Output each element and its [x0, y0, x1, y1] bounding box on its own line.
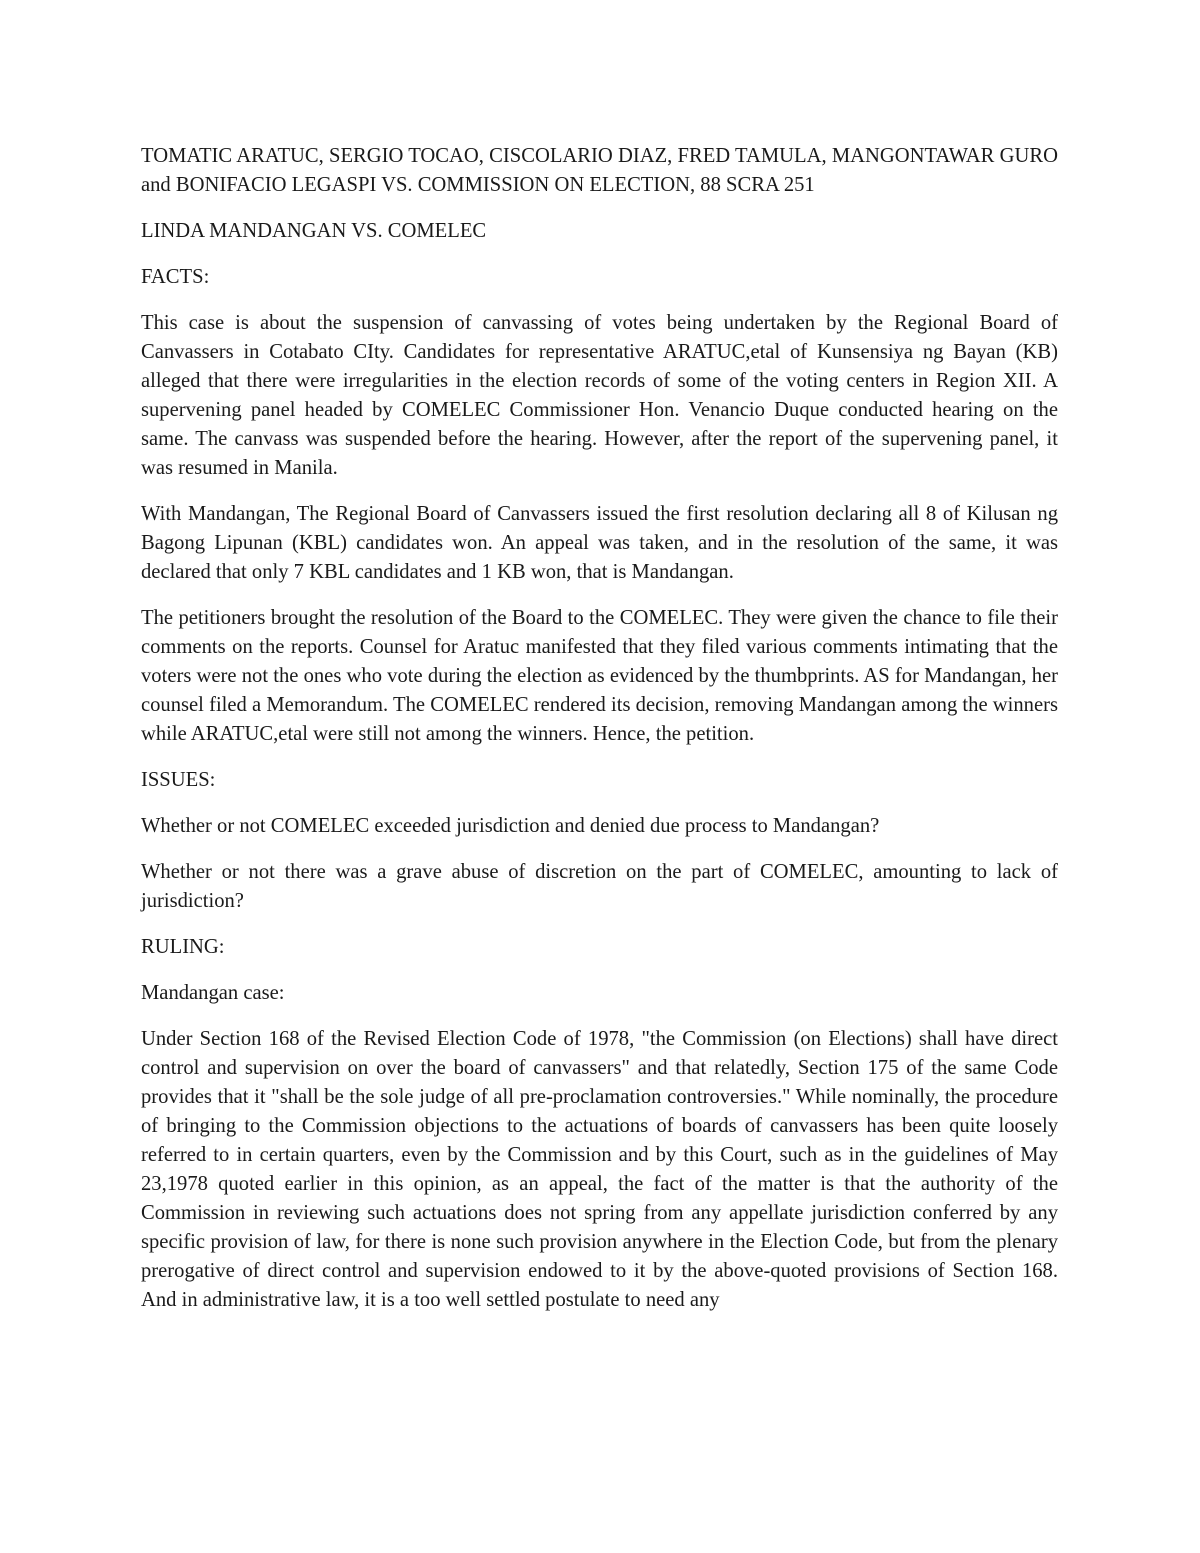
issue-1: Whether or not COMELEC exceeded jurisdiction and denied due process to Mandangan?: [141, 815, 880, 837]
facts-paragraph-1: This case is about the suspension of canvassing of votes being undertaken by the Regional Board of Canvassers in Cotabato CIty. Candidates for representative ARATUC,etal of Kunsensiya ng Bayan (KB) alleged that there were irregularities in the election records of some of the voting centers in Region XII. A supervening panel headed by COMELEC Commissioner Hon. Venancio Duque conducted hearing on the same. The canvass was suspended before the hearing. However, after the report of the supervening panel, it was resumed in Manila.: [141, 312, 1058, 479]
issue-2: Whether or not there was a grave abuse of discretion on the part of COMELEC, amounting to lack of jurisdiction?: [141, 861, 1058, 912]
facts-paragraph-2: With Mandangan, The Regional Board of Canvassers issued the first resolution declaring all 8 of Kilusan ng Bagong Lipunan (KBL) candidates won. An appeal was taken, and in the resolution of the same, it was declared that only 7 KBL candidates and 1 KB won, that is Mandangan.: [141, 503, 1058, 583]
ruling-paragraph-1: Under Section 168 of the Revised Election Code of 1978, "the Commission (on Elections) shall have direct control and supervision on over the board of canvassers" and that relatedly, Section 175 of the same Code provides that it "shall be the sole judge of all pre-proclamation controversies." While nominally, the procedure of bringing to the Commission objections to the actuations of boards of canvassers has been quite loosely referred to in certain quarters, even by the Commission and by this Court, such as in the guidelines of May 23,1978 quoted earlier in this opinion, as an appeal, the fact of the matter is that the authority of the Commission in reviewing such actuations does not spring from any appellate jurisdiction conferred by any specific provision of law, for there is none such provision anywhere in the Election Code, but from the plenary prerogative of direct control and supervision endowed to it by the above-quoted provisions of Section 168. And in administrative law, it is a too well settled postulate to need any: [141, 1028, 1058, 1311]
issues-heading: ISSUES:: [141, 769, 216, 791]
facts-paragraph-3: The petitioners brought the resolution of the Board to the COMELEC. They were given the chance to file their comments on the reports. Counsel for Aratuc manifested that they filed various comments intimating that the voters were not the ones who vote during the election as evidenced by the thumbprints. AS for Mandangan, her counsel filed a Memorandum. The COMELEC rendered its decision, removing Mandangan among the winners while ARATUC,etal were still not among the winners. Hence, the petition.: [141, 607, 1058, 745]
case-title-2: LINDA MANDANGAN VS. COMELEC: [141, 220, 487, 242]
facts-heading: FACTS:: [141, 266, 210, 288]
ruling-subheading: Mandangan case:: [141, 982, 285, 1004]
ruling-heading: RULING:: [141, 936, 225, 958]
case-title: TOMATIC ARATUC, SERGIO TOCAO, CISCOLARIO DIAZ, FRED TAMULA, MANGONTAWAR GURO and BONIFACIO LEGASPI VS. COMMISSION ON ELECTION, 88 SCRA 251: [141, 145, 1058, 196]
document-page: [141, 142, 1058, 1332]
